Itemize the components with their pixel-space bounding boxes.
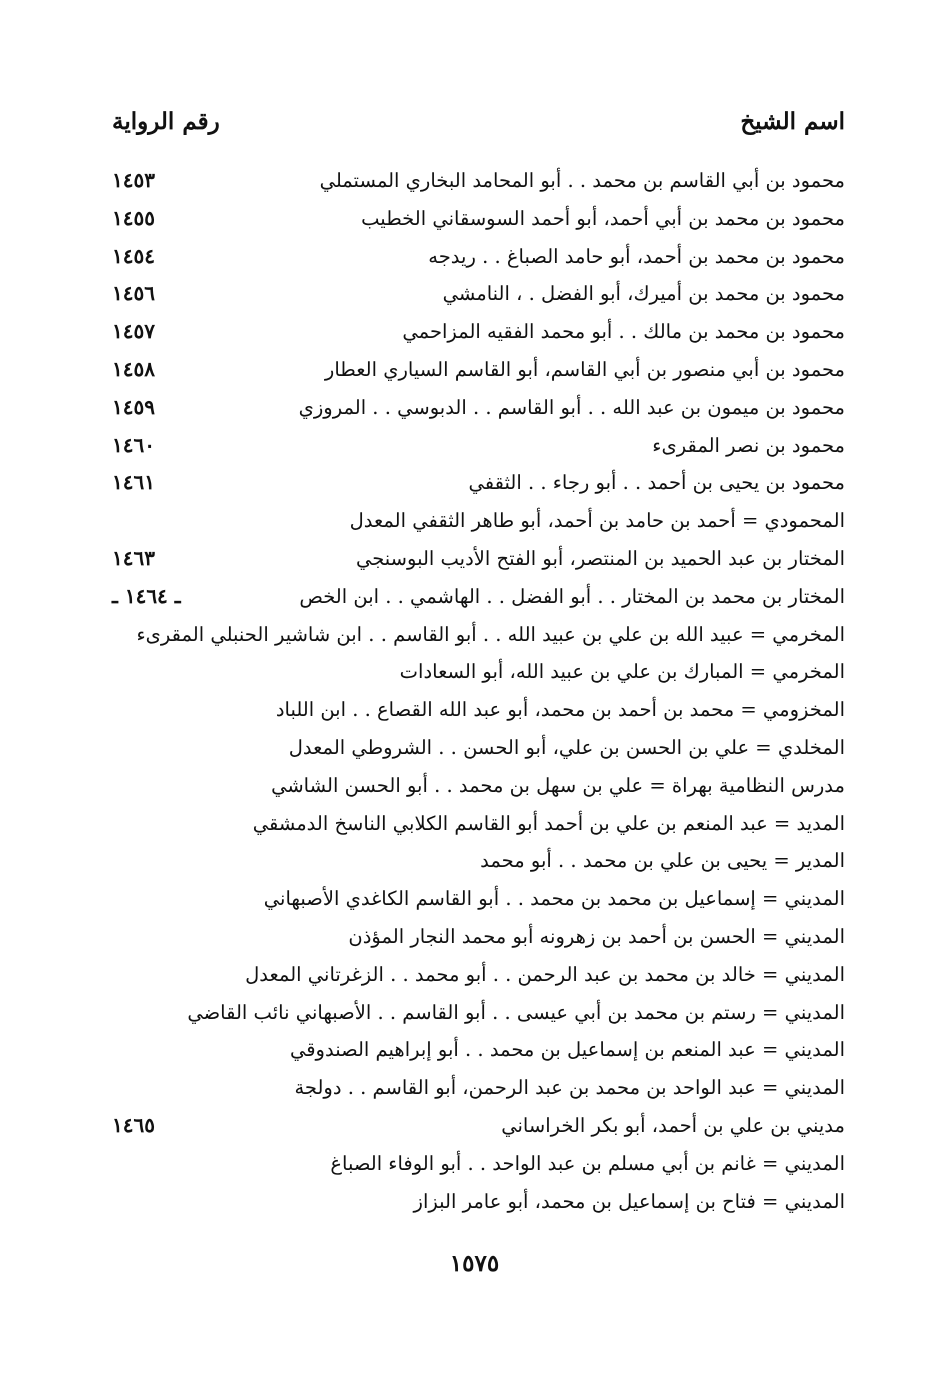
entry-text: المحمودي = أحمد بن حامد بن أحمد، أبو طاهر الثقفي المعدل — [349, 509, 845, 533]
entry-text: المدير = يحيى بن علي بن محمد . . أبو محمد — [480, 849, 845, 873]
narration-number: ١٤٥٨ — [112, 356, 155, 381]
list-item — [0, 956, 949, 994]
entry-text: المديد = عبد المنعم بن علي بن أحمد أبو القاسم الكلابي الناسخ الدمشقي — [252, 811, 845, 835]
entry-text: محمود بن أبي منصور بن أبي القاسم، أبو القاسم السياري العطار — [324, 357, 845, 381]
list-item — [0, 1145, 949, 1183]
entry-text: مدرس النظامية بهراة = علي بن سهل بن محمد . . أبو الحسن الشاشي — [271, 773, 845, 797]
narration-number: ١٤٦٠ — [112, 432, 155, 457]
entry-text: المديني = خالد بن محمد بن عبد الرحمن . . أبو محمد . . الزغرتاني المعدل — [245, 962, 845, 986]
narration-number: ١٤٦١ — [112, 470, 155, 495]
entry-text: المديني = غانم بن أبي مسلم بن عبد الواحد . . أبو الوفاء الصباغ — [330, 1151, 845, 1175]
list-item — [0, 200, 949, 238]
entry-text: محمود بن محمد بن أبي أحمد، أبو أحمد السوسقاني الخطيب — [361, 206, 845, 230]
list-item — [0, 351, 949, 389]
list-item — [0, 162, 949, 200]
list-item — [0, 729, 949, 767]
entry-text: المديني = عبد الواحد بن محمد بن عبد الرحمن، أبو القاسم . . دولجة — [294, 1076, 845, 1100]
list-item — [0, 502, 949, 540]
list-item — [0, 1107, 949, 1145]
narration-number: ١٤٦٣ — [112, 545, 155, 570]
list-item — [0, 540, 949, 578]
list-item — [0, 427, 949, 465]
list-item — [0, 918, 949, 956]
list-item — [0, 805, 949, 843]
narration-number: ١٤٥٤ — [112, 243, 155, 268]
list-item — [0, 994, 949, 1032]
narration-number: ١٤٥٣ — [112, 168, 155, 192]
narration-number: ـ ١٤٦٤ ـ — [112, 583, 181, 608]
list-item — [0, 1069, 949, 1107]
entry-text: محمود بن ميمون بن عبد الله . . أبو القاسم . . الدبوسي . . المروزي — [298, 395, 845, 419]
narration-number: ١٤٥٩ — [112, 394, 155, 419]
entry-text: مديني بن علي بن أحمد، أبو بكر الخراساني — [501, 1113, 845, 1137]
entry-text: محمود بن محمد بن مالك . . أبو محمد الفقيه المزاحمي — [402, 320, 845, 344]
entry-text: محمود بن يحيى بن أحمد . . أبو رجاء . . الثقفي — [468, 471, 845, 495]
list-item — [0, 1183, 949, 1221]
list-item — [0, 389, 949, 427]
entry-text: محمود بن محمد بن أميرك، أبو الفضل . ، النامشي — [442, 282, 845, 306]
entry-text: محمود بن أبي القاسم بن محمد . . أبو المحامد البخاري المستملي — [319, 169, 845, 192]
column-header-narration-number: رقم الرواية — [112, 108, 220, 135]
entry-text: المختار بن عبد الحميد بن المنتصر، أبو الفتح الأديب البوسنجي — [355, 546, 845, 570]
list-item — [0, 653, 949, 691]
entry-text: المخزومي = محمد بن أحمد بن محمد، أبو عبد الله القصاع . . ابن اللباد — [275, 698, 845, 722]
list-item — [0, 1031, 949, 1069]
narration-number: ١٤٦٥ — [112, 1112, 155, 1137]
entry-text: محمود بن نصر المقرىء — [652, 433, 845, 457]
page-number: ١٥٧٥ — [449, 1250, 500, 1277]
list-item — [0, 616, 949, 654]
entries-list — [0, 162, 949, 1220]
entry-text: المخلدي = علي بن الحسن بن علي، أبو الحسن . . الشروطي المعدل — [288, 735, 845, 759]
entry-text: المديني = رستم بن محمد بن أبي عيسى . . أبو القاسم . . الأصبهاني نائب القاضي — [187, 1000, 845, 1024]
list-item — [0, 238, 949, 276]
narration-number: ١٤٥٦ — [112, 281, 155, 306]
list-item — [0, 691, 949, 729]
list-item — [0, 842, 949, 880]
narration-number: ١٤٥٧ — [112, 319, 155, 344]
list-item — [0, 767, 949, 805]
entry-text: المديني = فتاح بن إسماعيل بن محمد، أبو عامر البزاز — [413, 1189, 845, 1213]
entry-text: محمود بن محمد بن أحمد، أبو حامد الصباغ . . ريدجه — [428, 244, 845, 268]
entry-text: المديني = الحسن بن أحمد بن زهرونه أبو محمد النجار المؤذن — [348, 924, 845, 948]
list-item — [0, 578, 949, 616]
list-item — [0, 880, 949, 918]
entry-text: المخرمي = المبارك بن علي بن عبيد الله، أبو السعادات — [399, 660, 845, 684]
list-item — [0, 313, 949, 351]
entry-text: المديني = عبد المنعم بن إسماعيل بن محمد . . أبو إبراهيم الصندوقي — [289, 1038, 845, 1062]
entry-text: المخرمي = عبيد الله بن علي بن عبيد الله . . أبو القاسم . . ابن شاشير الحنبلي المقرىء — [136, 622, 845, 646]
narration-number: ١٤٥٥ — [112, 205, 155, 230]
column-header-sheikh-name: اسم الشيخ — [740, 108, 845, 135]
list-item — [0, 275, 949, 313]
list-item — [0, 464, 949, 502]
entry-text: المديني = إسماعيل بن محمد بن محمد . . أبو القاسم الكاغدي الأصبهاني — [263, 887, 845, 911]
entry-text: المختار بن محمد بن المختار . . أبو الفضل . . الهاشمي . . ابن الخص — [299, 584, 845, 608]
